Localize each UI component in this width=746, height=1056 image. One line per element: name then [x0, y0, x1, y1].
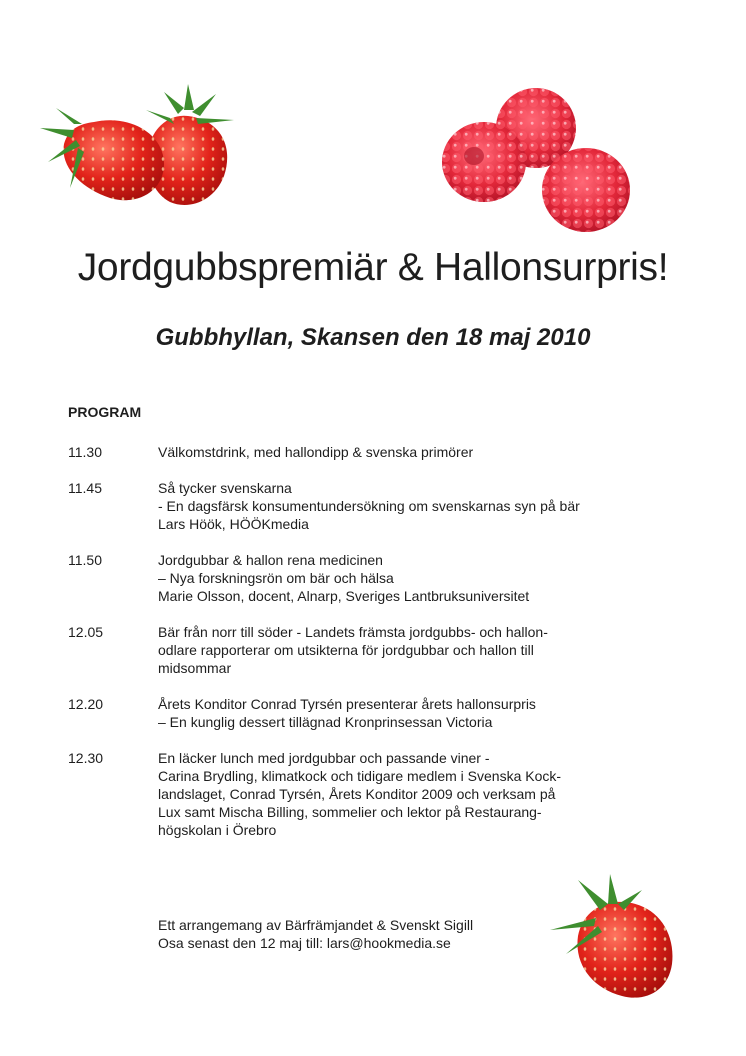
program-description	[158, 479, 708, 533]
program-description	[158, 695, 708, 731]
program-line: högskolan i Örebro	[158, 822, 277, 838]
program-line: Marie Olsson, docent, Alnarp, Sveriges Lantbruksuniversitet	[158, 588, 530, 604]
program-time: 12.05	[68, 624, 104, 640]
program-line: - En dagsfärsk konsumentundersökning om svenskarnas syn på bär	[158, 498, 580, 514]
raspberries-illustration	[440, 86, 636, 236]
program-line: Jordgubbar & hallon rena medicinen	[158, 552, 383, 568]
event-subtitle: Gubbhyllan, Skansen den 18 maj 2010	[155, 324, 591, 351]
program-line: Årets Konditor Conrad Tyrsén presenterar årets hallonsurpris	[158, 696, 536, 712]
program-description	[158, 623, 708, 677]
footer-info	[158, 916, 473, 952]
program-line: Carina Brydling, klimatkock och tidigare medlem i Svenska Kock-	[158, 768, 562, 784]
strawberry-front	[40, 108, 164, 200]
program-time: 11.50	[68, 552, 102, 568]
program-time: 11.45	[68, 480, 102, 496]
program-description	[158, 443, 708, 461]
program-time: 12.30	[68, 750, 104, 766]
strawberry-back	[146, 84, 234, 205]
program-line: Lux samt Mischa Billing, sommelier och lektor på Restaurang-	[158, 804, 542, 820]
strawberry-single	[550, 874, 672, 998]
program-entry	[68, 443, 708, 461]
rsvp-line: Osa senast den 12 maj till: lars@hookmedia.se	[158, 935, 451, 951]
program-time: 11.30	[68, 444, 102, 460]
program-list	[68, 443, 708, 857]
program-description	[158, 551, 708, 605]
program-line: midsommar	[158, 660, 232, 676]
program-time: 12.20	[68, 696, 104, 712]
program-description	[158, 749, 708, 839]
program-line: landslaget, Conrad Tyrsén, Årets Konditor 2009 och verksam på	[158, 786, 556, 802]
organizer-line: Ett arrangemang av Bärfrämjandet & Svenskt Sigill	[158, 917, 474, 933]
page-title: Jordgubbspremiär & Hallonsurpris!	[77, 246, 669, 289]
strawberry-illustration	[550, 874, 680, 1004]
program-line: Lars Höök, HÖÖKmedia	[158, 516, 309, 532]
program-line: Bär från norr till söder - Landets främsta jordgubbs- och hallon-	[158, 624, 548, 640]
program-entry	[68, 479, 708, 533]
raspberry-left	[442, 122, 526, 202]
strawberries-illustration	[38, 84, 240, 212]
program-line: – En kunglig dessert tillägnad Kronprinsessan Victoria	[158, 714, 493, 730]
program-entry	[68, 695, 708, 731]
program-entry	[68, 749, 708, 839]
raspberry-right	[542, 148, 630, 232]
program-line: Välkomstdrink, med hallondipp & svenska primörer	[158, 444, 474, 460]
program-heading: PROGRAM	[68, 404, 142, 420]
program-line: odlare rapporterar om utsikterna för jordgubbar och hallon till	[158, 642, 534, 658]
program-entry	[68, 623, 708, 677]
program-line: – Nya forskningsrön om bär och hälsa	[158, 570, 394, 586]
program-line: En läcker lunch med jordgubbar och passande viner -	[158, 750, 490, 766]
program-line: Så tycker svenskarna	[158, 480, 292, 496]
program-entry	[68, 551, 708, 605]
